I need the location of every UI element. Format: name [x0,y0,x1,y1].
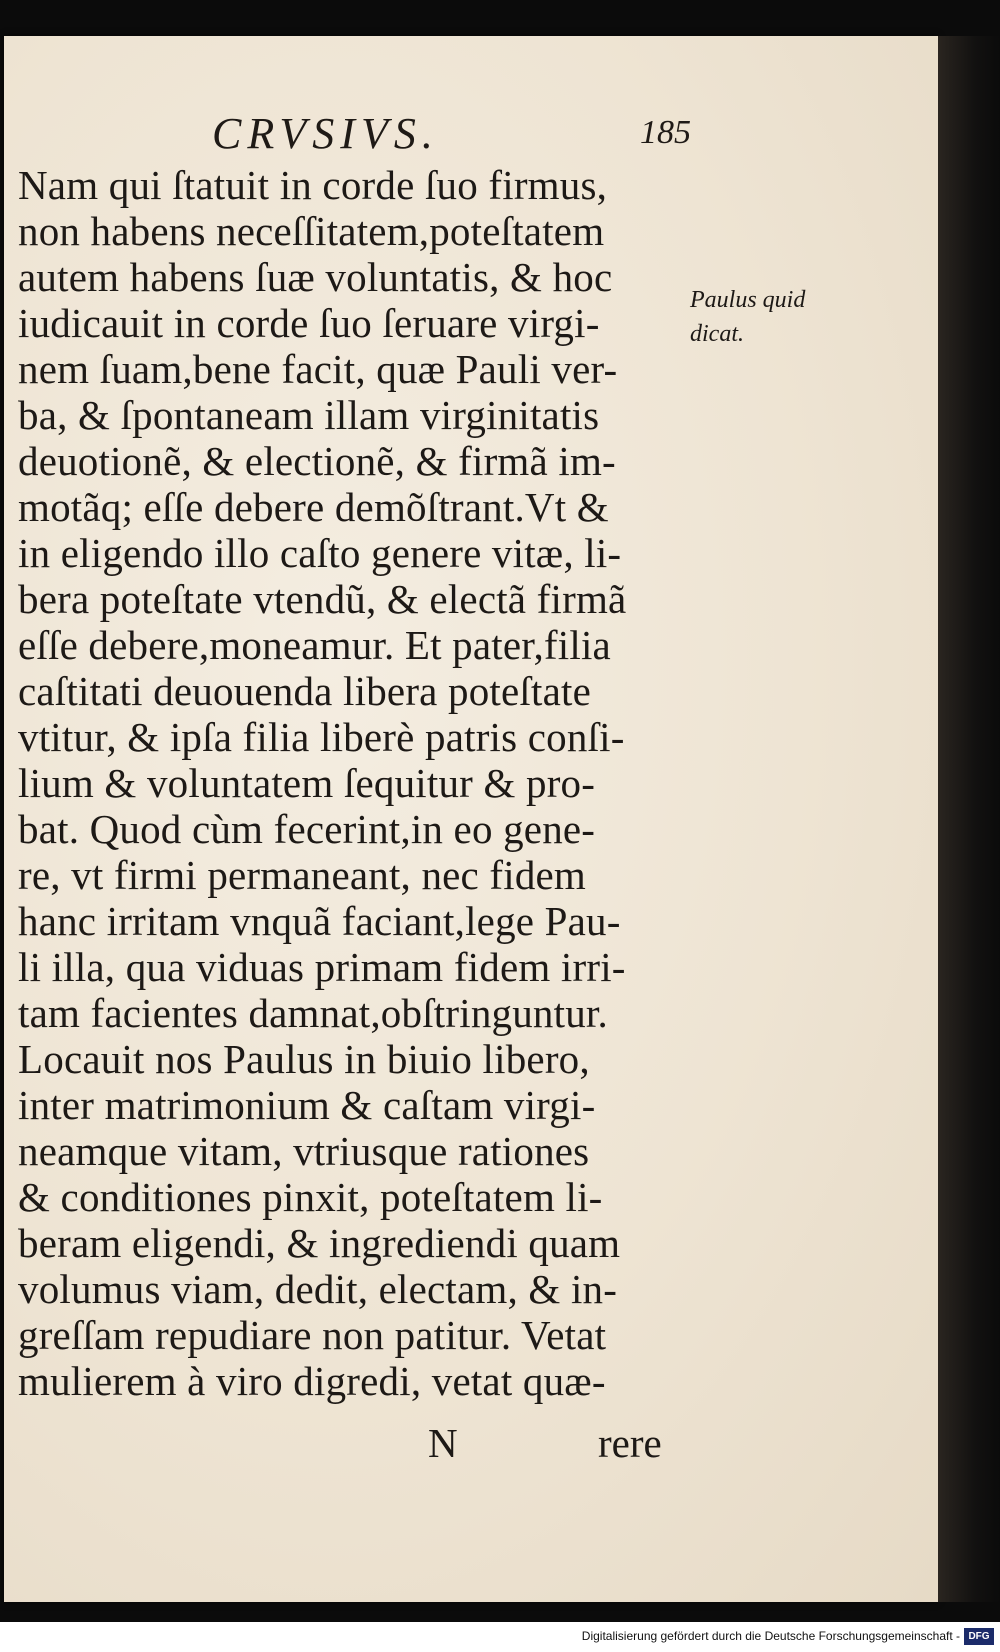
text-line: beram eligendi, & ingrediendi quam [18,1220,621,1266]
text-line: li illa, qua viduas primam fidem irri- [18,944,626,990]
text-line: Nam qui ſtatuit in corde ſuo firmus, [18,162,608,208]
catchword: rere [598,1420,662,1466]
text-line: bera poteſtate vtendũ, & electã firmã [18,576,627,622]
text-line: & conditiones pinxit, poteſtatem li- [18,1174,603,1220]
dfg-logo: DFG [964,1628,994,1645]
text-line: vtitur, & ipſa filia liberè patris conſi- [18,714,625,760]
funding-notice: Digitalisierung gefördert durch die Deutsche Forschungsgemeinschaft - [581,1629,960,1643]
text-line: bat. Quod cùm fecerint,in eo gene- [18,806,596,852]
footer-bar [0,1622,1000,1652]
text-line: caſtitati deuouenda libera poteſtate [18,668,591,714]
text-line: nem ſuam,bene facit, quæ Pauli ver- [18,346,618,392]
page-header [0,108,1000,158]
marginal-note-line: dicat. [690,321,744,347]
text-line: iudicauit in corde ſuo ſeruare virgi- [18,300,600,346]
text-line: inter matrimonium & caſtam virgi- [18,1082,596,1128]
text-line: eſſe debere,moneamur. Et pater,filia [18,622,611,668]
marginal-note [690,283,840,351]
text-line: motãq; eſſe debere demõſtrant.Vt & [18,484,609,530]
page-number: 185 [640,114,691,151]
text-line: hanc irritam vnquã faciant,lege Pau- [18,898,621,944]
text-line: deuotionẽ, & electionẽ, & firmã im- [18,438,616,484]
body-text [18,162,688,1404]
signature-mark: N [428,1420,458,1466]
text-line: ba, & ſpontaneam illam virginitatis [18,392,600,438]
text-line: lium & voluntatem ſequitur & pro- [18,760,596,806]
text-line: mulierem à viro digredi, vetat quæ- [18,1358,606,1404]
text-line: tam facientes damnat,obſtringuntur. [18,990,608,1036]
binding-edge [938,36,1000,1602]
text-line: autem habens ſuæ voluntatis, & hoc [18,254,613,300]
text-line: in eligendo illo caſto genere vitæ, li- [18,530,622,576]
marginal-note-line: Paulus quid [690,287,806,313]
text-line: neamque vitam, vtriusque rationes [18,1128,590,1174]
text-line: volumus viam, dedit, electam, & in- [18,1266,618,1312]
text-line: non habens neceſſitatem,poteſtatem [18,208,605,254]
text-line: re, vt firmi permaneant, nec fidem [18,852,587,898]
text-line: Locauit nos Paulus in biuio libero, [18,1036,590,1082]
text-line: greſſam repudiare non patitur. Vetat [18,1312,607,1358]
running-head: CRVSIVS. [212,109,439,158]
